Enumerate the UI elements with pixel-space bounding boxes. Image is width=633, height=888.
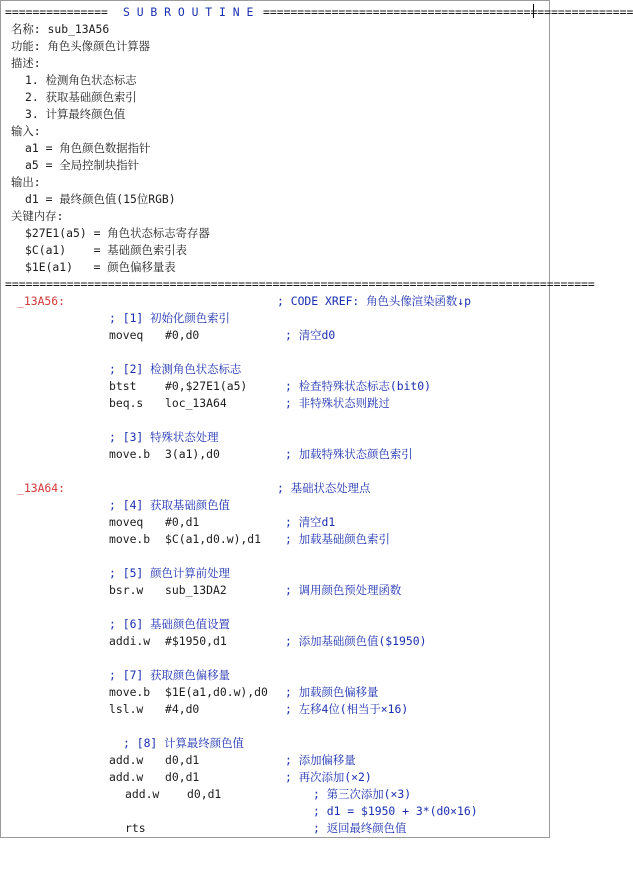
- subroutine-header: [1, 4, 633, 21]
- instruction-mnemonic: moveq: [109, 328, 144, 342]
- doc-input-label: 输入:: [11, 124, 41, 138]
- instruction-mnemonic: add.w: [109, 753, 144, 767]
- instruction-mnemonic: moveq: [109, 515, 144, 529]
- step-comment: ; [7] 获取颜色偏移量: [109, 668, 230, 682]
- doc-description-item: 1. 检测角色状态标志: [25, 73, 137, 87]
- instruction-mnemonic: addi.w: [109, 634, 151, 648]
- step-comment: ; [4] 获取基础颜色值: [109, 498, 230, 512]
- step-comment: ; [2] 检测角色状态标志: [109, 362, 242, 376]
- instruction-operands: $1E(a1,d0.w),d0: [165, 685, 268, 699]
- instruction-operands: d0,d1: [165, 753, 200, 767]
- doc-memory-item: $27E1(a5) = 角色状态标志寄存器: [25, 226, 210, 240]
- instruction-comment: ; 调用颜色预处理函数: [285, 583, 402, 597]
- instruction-comment: ; 检查特殊状态标志(bit0): [285, 379, 431, 393]
- doc-memory-item: $1E(a1) = 颜色偏移量表: [25, 260, 176, 274]
- instruction-comment: ; 添加基础颜色值($1950): [285, 634, 427, 648]
- doc-description-item: 3. 计算最终颜色值: [25, 107, 126, 121]
- doc-name-line: 名称: sub_13A56: [11, 22, 110, 36]
- call-target-link[interactable]: sub_13DA2: [165, 583, 227, 597]
- instruction-operands: d0,d1: [187, 787, 222, 801]
- doc-memory-label: 关键内存:: [11, 209, 64, 223]
- step-comment: ; [5] 颜色计算前处理: [109, 566, 230, 580]
- instruction-operands: #0,d0: [165, 328, 200, 342]
- instruction-operands: #0,$27E1(a5): [165, 379, 248, 393]
- instruction-comment: ; 清空d0: [285, 328, 336, 342]
- label-13a64[interactable]: _13A64:: [17, 481, 66, 495]
- instruction-comment: ; 非特殊状态则跳过: [285, 396, 390, 410]
- branch-target-link[interactable]: loc_13A64: [165, 396, 227, 410]
- step-comment: ; [6] 基础颜色值设置: [109, 617, 230, 631]
- doc-memory-item: $C(a1) = 基础颜色索引表: [25, 243, 188, 257]
- header-divider-right: ======================================================: [263, 5, 633, 19]
- instruction-mnemonic: bsr.w: [109, 583, 144, 597]
- instruction-comment: ; 返回最终颜色值: [313, 821, 407, 835]
- instruction-comment: ; 加载颜色偏移量: [285, 685, 379, 699]
- step-comment: ; [8] 计算最终颜色值: [123, 736, 244, 750]
- instruction-mnemonic: move.b: [109, 685, 151, 699]
- label-comment: ; 基础状态处理点: [277, 481, 371, 495]
- instruction-operands: d0,d1: [165, 770, 200, 784]
- step-comment: ; [1] 初始化颜色索引: [109, 311, 230, 325]
- doc-input-item: a5 = 全局控制块指针: [25, 158, 140, 172]
- step-comment: ; [3] 特殊状态处理: [109, 430, 219, 444]
- doc-end-divider: ======================================================================================: [5, 277, 595, 291]
- instruction-mnemonic: rts: [125, 821, 146, 835]
- instruction-mnemonic: add.w: [125, 787, 160, 801]
- doc-input-item: a1 = 角色颜色数据指针: [25, 141, 151, 155]
- instruction-mnemonic: btst: [109, 379, 137, 393]
- header-divider-left: ===============: [5, 5, 108, 19]
- formula-comment: ; d1 = $1950 + 3*(d0×16): [313, 804, 478, 818]
- instruction-mnemonic: add.w: [109, 770, 144, 784]
- doc-function-line: 功能: 角色头像颜色计算器: [11, 39, 151, 53]
- instruction-operands: #4,d0: [165, 702, 200, 716]
- instruction-comment: ; 左移4位(相当于×16): [285, 702, 409, 716]
- instruction-mnemonic: move.b: [109, 532, 151, 546]
- instruction-comment: ; 再次添加(×2): [285, 770, 372, 784]
- subroutine-title: S U B R O U T I N E: [123, 5, 254, 19]
- doc-description-item: 2. 获取基础颜色索引: [25, 90, 137, 104]
- instruction-operands: #$1950,d1: [165, 634, 227, 648]
- xref-comment[interactable]: ; CODE XREF: 角色头像渲染函数↓p: [277, 294, 471, 308]
- instruction-mnemonic: beq.s: [109, 396, 144, 410]
- label-13a56[interactable]: _13A56:: [17, 294, 66, 308]
- instruction-comment: ; 添加偏移量: [285, 753, 356, 767]
- instruction-mnemonic: lsl.w: [109, 702, 144, 716]
- instruction-operands: $C(a1,d0.w),d1: [165, 532, 262, 546]
- instruction-comment: ; 清空d1: [285, 515, 336, 529]
- instruction-mnemonic: move.b: [109, 447, 151, 461]
- instruction-comment: ; 加载基础颜色索引: [285, 532, 390, 546]
- instruction-operands: 3(a1),d0: [165, 447, 220, 461]
- doc-description-label: 描述:: [11, 56, 41, 70]
- instruction-comment: ; 加载特殊状态颜色索引: [285, 447, 413, 461]
- instruction-comment: ; 第三次添加(×3): [313, 787, 412, 801]
- doc-output-item: d1 = 最终颜色值(15位RGB): [25, 192, 176, 206]
- doc-output-label: 输出:: [11, 175, 41, 189]
- instruction-operands: #0,d1: [165, 515, 200, 529]
